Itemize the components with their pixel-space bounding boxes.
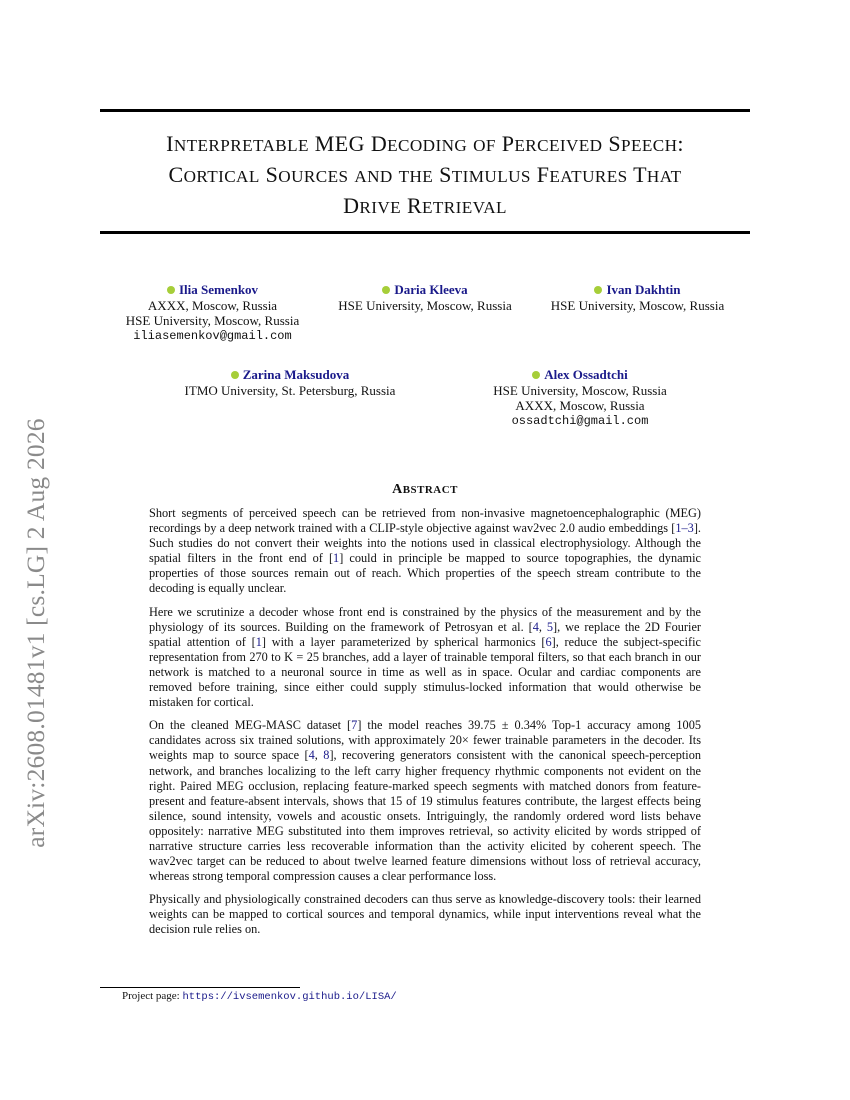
abstract-body [149,506,701,946]
abstract-text: , [538,619,547,634]
author-affiliation: ITMO University, St. Petersburg, Russia [184,382,396,398]
orcid-icon[interactable] [594,286,602,294]
abstract-text: ] could in principle be mapped to source topographies, the dynamic properties of those sources remain out of reach. Which properties of the speech stream contribute to the decoding is equally unclear. [149,551,702,596]
author-block [325,282,525,313]
orcid-icon[interactable] [231,371,239,379]
footnote-label: Project page: [122,990,180,1002]
arxiv-identifier-sidebar [0,393,72,873]
title-rule-bottom [100,231,750,234]
project-page-link[interactable]: https://ivsemenkov.github.io/LISA/ [182,991,397,1003]
author-affiliation: AXXX, Moscow, Russia [147,297,278,313]
citation-link[interactable]: 1 [255,634,262,649]
abstract-text: On the cleaned MEG-MASC dataset [ [149,718,352,733]
author-affiliation: HSE University, Moscow, Russia [550,297,725,313]
footnote-rule [100,987,300,988]
abstract-text: ]. Such studies do not convert their weights into the notions used in classical electrophysiology. Although the spatial filters in the front end of [ [149,521,701,566]
title-line: INTERPRETABLE MEG DECODING OF PERCEIVED SPEECH: [166,131,684,156]
author-email[interactable]: iliasemenkov@gmail.com [133,328,292,343]
abstract-text: ], recovering generators consistent with the canonical speech-perception network, and branches localizing to the left carry higher frequency rhythmic components not evident on the right. Paired MEG occlusion, replacing feature-marked speech segments with matched donors from feature-present and feature-absent intervals, shows that 15 of 19 stimulus features contribute, the largest effects being silence, sound intensity, vowels and acoustic onsets. Intriguingly, the randomly ordered word lists behave oppositely: narrative MEG substituted into them improves retrieval, so activity elicited by words stripped of narrative structure carries less recoverable information than the activity elicited by coherent speech. The wav2vec target can be reduced to about twelve learned feature dimensions without loss of retrieval accuracy, whereas strong temporal compression causes a clear performance loss. [149,748,701,884]
abstract-paragraph [149,892,701,937]
author-block [100,282,325,344]
title-line: DRIVE RETRIEVAL [343,193,507,218]
author-email[interactable]: ossadtchi@gmail.com [511,413,649,428]
citation-link[interactable]: 8 [323,748,330,763]
citation-link[interactable]: 4 [308,748,315,763]
author-name[interactable]: Ivan Dakhtin [606,282,681,297]
abstract-text: ], we replace the 2D Fourier spatial attention of [ [149,619,701,649]
abstract-text: Here we scrutinize a decoder whose front end is constrained by the physics of the measurement and by the physiology of its sources. Building on the framework of Petrosyan et al. [ [149,604,701,634]
citation-link[interactable]: 1 [333,551,340,566]
arxiv-identifier: arXiv:2608.01481v1 [cs.LG] 2 Aug 2026 [21,418,50,848]
abstract-heading: ABSTRACT [392,482,458,497]
footnote [122,990,397,1004]
abstract-paragraph [149,605,701,711]
author-affiliation: HSE University, Moscow, Russia [125,313,300,328]
author-affiliation: HSE University, Moscow, Russia [493,382,667,398]
abstract-text: Short segments of perceived speech can be retrieved from non-invasive magnetoencephalographic (MEG) recordings by a deep network trained with a CLIP-style objective against wav2vec 2.0 audio embeddings [ [149,506,701,536]
author-affiliation: AXXX, Moscow, Russia [515,398,645,413]
abstract-paragraph [149,718,701,884]
orcid-icon[interactable] [167,286,175,294]
author-block [470,367,690,429]
citation-link[interactable]: 6 [545,634,552,649]
citation-link[interactable]: 7 [351,718,358,733]
author-name[interactable]: Daria Kleeva [394,282,468,297]
orcid-icon[interactable] [532,371,540,379]
abstract-text: Physically and physiologically constrained decoders can thus serve as knowledge-discovery tools: their learned weights can be mapped to cortical sources and temporal dynamics, while input interventions reveal what the decision rule relies on. [149,892,701,937]
abstract-paragraph [149,506,701,597]
title-line: CORTICAL SOURCES AND THE STIMULUS FEATURES THAT [168,162,682,187]
citation-link[interactable]: 4 [532,619,539,634]
author-block [160,367,420,398]
orcid-icon[interactable] [382,286,390,294]
abstract-text: ] the model reaches 39.75 ± 0.34% Top-1 accuracy among 1005 candidates across six trained solutions, with approximately 20× fewer trainable parameters in the decoder. Its weights map to source space [ [149,718,701,763]
author-block [535,282,740,313]
abstract-text: ], reduce the subject-specific representation from 270 to K = 25 branches, add a layer of trainable temporal filters, so that each branch in our network is matched to a neuronal source in time as well as in space. Ocular and cardiac components are removed before training, since either could supply stimulus-locked information that would otherwise be mistaken for cortical. [149,634,702,710]
abstract-text: , [314,748,324,763]
abstract-text: ] with a layer parameterized by spherical harmonics [ [261,634,546,649]
author-affiliation: HSE University, Moscow, Russia [338,297,512,313]
author-name[interactable]: Zarina Maksudova [242,367,350,382]
title-rule-top [100,109,750,112]
citation-link[interactable]: 5 [546,619,554,634]
author-name[interactable]: Ilia Semenkov [178,282,259,297]
author-name[interactable]: Alex Ossadtchi [544,367,628,382]
paper-title [100,129,750,222]
citation-link[interactable]: 1–3 [675,521,694,536]
